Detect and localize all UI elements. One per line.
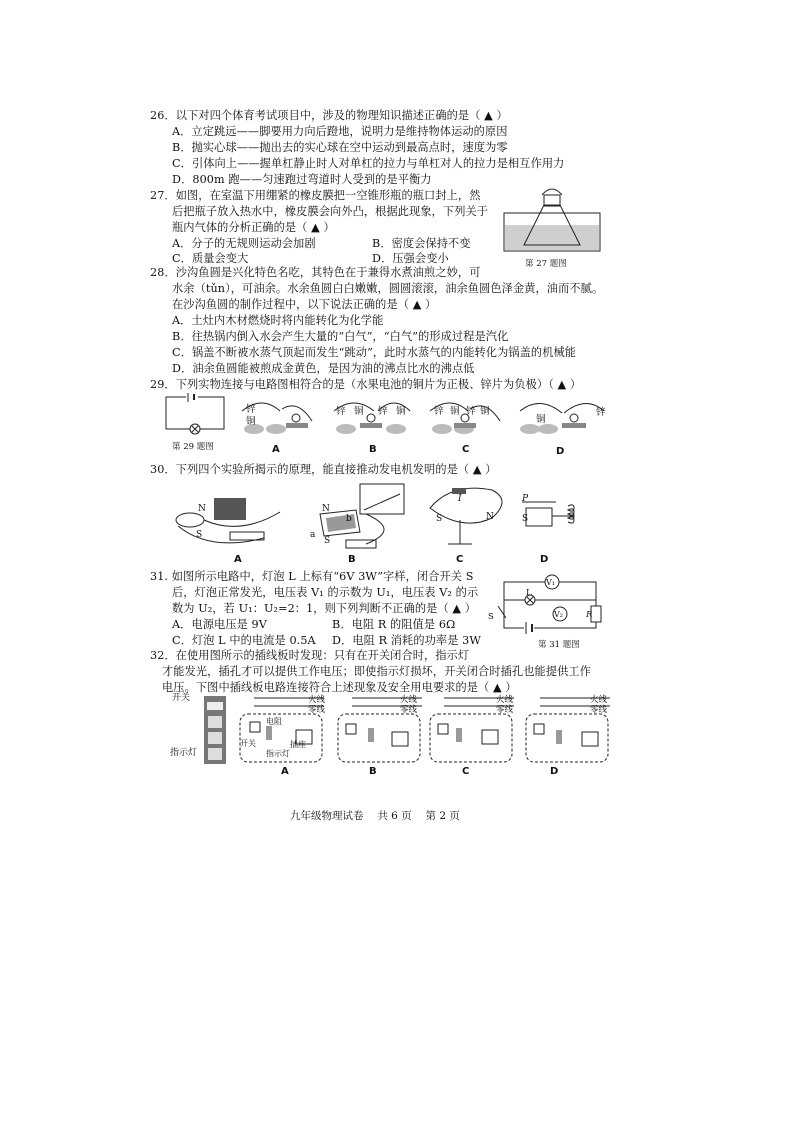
q30-b-b: b [346,514,352,524]
q28-option-c: C．锅盖不断被水蒸气顶起而发生“跳动”，此时水蒸气的内能转化为锅盖的机械能 [172,346,577,359]
q29-b-zinc: 锌 [336,406,346,417]
q32-c-neutral: 零线 [496,705,514,715]
q30-option-a-figure [170,486,290,550]
q32-a-switch: 开关 [240,739,256,748]
q29-label-d: D [556,446,565,457]
q31-option-d: D．电阻 R 消耗的功率是 3W [332,634,481,647]
q32-a-socket: 插座 [290,740,306,749]
q32-line2: 才能发光，插孔才可以提供工作电压；即使指示灯损坏，开关闭合时插孔也能提供工作 [162,665,591,678]
q32-b-neutral: 零线 [400,705,418,715]
q30-option-b-figure [306,480,412,554]
q30-label-c: C [456,554,464,565]
q32-power-strip-photo [196,694,232,766]
q32-a-live: 火线 [308,695,326,705]
q32-options-figure [236,694,616,768]
q32-d-live: 火线 [590,695,608,705]
q27-option-a: A．分子的无规则运动会加剧 [172,237,316,250]
q31-line2: 后，灯泡正常发光，电压表 V₁ 的示数为 U₁，电压表 V₂ 的示 [172,586,479,599]
q31-option-a: A．电源电压是 9V [172,618,267,631]
q28-option-b: B．往热锅内倒入水会产生大量的“白气”，“白气”的形成过程是汽化 [172,330,509,343]
q26-option-a: A．立定跳远——脚要用力向后蹬地，说明力是维持物体运动的原因 [172,125,508,138]
q32-indicator-label: 指示灯 [170,748,198,758]
q29-circuit-diagram [162,393,228,437]
q30-d-p: P [522,494,529,504]
q30-stem: 30．下列四个实验所揭示的原理，能直接推动发电机发明的是（ ▲ ） [150,463,497,476]
q31-s-label: S [488,612,494,622]
q27-option-c: C．质量会变大 [172,252,249,265]
q28-line2: 水余（tǔn），可油余。水余鱼圆白白嫩嫩，圆圆滚滚，油余鱼圆色泽金黄，油而不腻。 [172,282,604,295]
q27-line3: 瓶内气体的分析正确的是（ ▲ ） [172,221,335,234]
q29-b-copper-2: 铜 [396,406,406,417]
q29-caption: 第 29 题图 [172,442,214,452]
q29-option-d-figure [516,393,608,439]
q30-label-b: B [348,554,356,565]
q32-a-lamp: 指示灯 [266,749,290,758]
q32-switch-label: 开关 [172,693,191,703]
q27-flask-figure [500,183,610,263]
q30-a-s: S [196,530,203,540]
q32-line1: 32．在使用图所示的插线板时发现：只有在开关闭合时，指示灯 [150,649,470,662]
q29-c-zinc: 锌 [434,406,444,417]
q29-d-zinc: 锌 [596,407,606,418]
q26-option-d: D．800m 跑——匀速跑过弯道时人受到的是平衡力 [172,173,432,186]
q32-label-c: C [462,766,470,777]
q29-a-zinc: 锌 [246,404,256,415]
q27-line1: 27．如图，在室温下用绷紧的橡皮膜把一空锥形瓶的瓶口封上，然 [150,189,481,202]
q29-c-copper: 铜 [450,406,460,417]
q31-v1-label: V₁ [546,578,555,587]
q26-option-b: B．抛实心球——抛出去的实心球在空中运动到最高点时，速度为零 [172,141,508,154]
q32-a-neutral: 零线 [308,705,326,715]
q29-a-copper: 铜 [246,416,256,427]
q29-b-zinc-2: 锌 [378,406,388,417]
q30-b-a: a [310,530,316,540]
q32-label-a: A [281,766,289,777]
q32-line3: 电压。下图中插线板电路连接符合上述现象及安全用电要求的是（ ▲ ） [162,681,517,694]
q31-line3: 数为 U₂，若 U₁：U₂=2：1，则下列判断不正确的是（ ▲ ） [172,602,477,615]
q27-option-b: B．密度会保持不变 [372,237,471,250]
q32-a-resistor: 电阻 [266,717,282,726]
q30-c-n: N [486,512,494,522]
q30-c-s: S [436,514,443,524]
q30-b-s: S [324,536,331,546]
q28-line1: 28．沙沟鱼圆是兴化特色名吃，其特色在于兼得水煮油煎之妙，可 [150,266,481,279]
q28-option-a: A．土灶内木材燃烧时将内能转化为化学能 [172,314,384,327]
q27-line2: 后把瓶子放入热水中，橡皮膜会向外凸，根据此现象，下列关于 [172,205,489,218]
q32-c-live: 火线 [496,695,514,705]
q26-stem: 26．以下对四个体育考试项目中，涉及的物理知识描述正确的是（ ▲ ） [150,109,508,122]
q30-label-d: D [540,554,549,565]
q28-option-d: D．油余鱼圆能被煎成金黄色，是因为油的沸点比水的沸点低 [172,362,475,375]
q29-label-a: A [272,444,280,455]
q32-label-b: B [369,766,377,777]
q28-line3: 在沙沟鱼圆的制作过程中，以下说法正确的是（ ▲ ） [172,298,437,311]
q26-option-c: C．引体向上——握单杠静止时人对单杠的拉力与单杠对人的拉力是相互作用力 [172,157,565,170]
q30-label-a: A [234,554,242,565]
q29-c-copper-2: 铜 [480,406,490,417]
q30-d-s: S [522,514,529,524]
q31-option-c: C．灯泡 L 中的电流是 0.5A [172,634,316,647]
q29-c-zinc-2: 锌 [466,406,476,417]
q29-label-c: C [462,444,470,455]
q30-b-n: N [322,504,330,514]
q31-caption: 第 31 题图 [538,640,580,650]
q31-l-label: L [526,588,532,598]
q29-label-b: B [369,444,377,455]
q29-stem: 29．下列实物连接与电路图相符合的是（水果电池的铜片为正极、锌片为负极）（ ▲ ） [150,378,582,391]
q32-d-neutral: 零线 [590,705,608,715]
q31-v2-label: V₂ [554,610,563,619]
q32-label-d: D [550,766,559,777]
q29-b-copper: 铜 [354,406,364,417]
q27-option-d: D．压强会变小 [372,252,449,265]
q29-d-copper: 铜 [536,414,546,425]
q31-option-b: B．电阻 R 的阻值是 6Ω [332,618,456,631]
page-footer: 九年级物理试卷 共 6 页 第 2 页 [290,810,460,822]
q32-b-live: 火线 [400,695,418,705]
q27-caption: 第 27 题图 [525,259,567,269]
q30-a-n: N [198,504,206,514]
q30-c-i: I [458,494,462,504]
q31-r-label: R [586,610,593,620]
q31-line1: 31. 如图所示电路中，灯泡 L 上标有“6V 3W”字样，闭合开关 S [150,570,474,583]
